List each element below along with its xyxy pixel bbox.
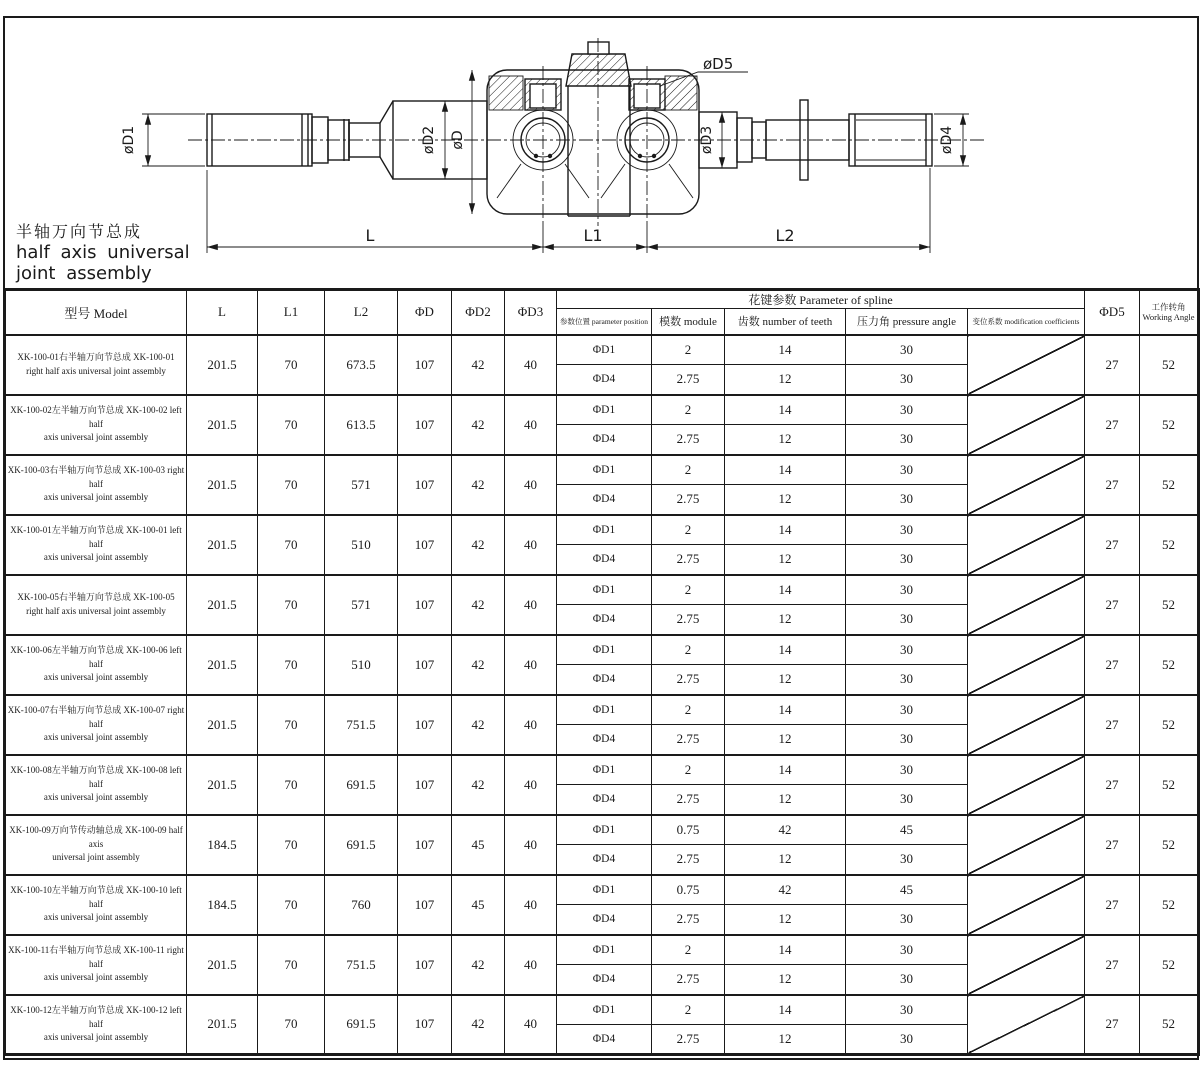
dim-label-d4: øD4 — [939, 125, 955, 155]
spline-module-cell: 2.75 — [652, 785, 725, 815]
table-row — [5, 995, 1199, 1025]
spline-pressure-cell: 30 — [846, 665, 968, 695]
spline-teeth-cell: 14 — [725, 695, 846, 725]
d-cell: 107 — [398, 395, 452, 455]
d5-cell: 27 — [1085, 875, 1140, 935]
spline-module-cell: 2.75 — [652, 905, 725, 935]
d3-cell: 40 — [505, 335, 557, 395]
d3-cell: 40 — [505, 875, 557, 935]
d2-cell: 45 — [452, 875, 505, 935]
d2-cell: 42 — [452, 455, 505, 515]
l1-cell: 70 — [258, 455, 325, 515]
l2-cell: 691.5 — [325, 995, 398, 1055]
working-angle-cell: 52 — [1140, 455, 1199, 515]
header-spline-group: 花键参数 Parameter of spline — [557, 290, 1085, 309]
dim-label-d2: øD2 — [421, 125, 437, 155]
model-cell — [5, 515, 187, 575]
spline-pressure-cell: 30 — [846, 515, 968, 545]
dim-label-d3: øD3 — [699, 125, 715, 155]
spline-module-cell: 2.75 — [652, 605, 725, 635]
spline-teeth-cell: 12 — [725, 665, 846, 695]
spline-position-cell: ΦD4 — [557, 845, 652, 875]
spline-position-cell: ΦD1 — [557, 335, 652, 365]
model-name-line1: XK-100-10左半轴万向节总成 XK-100-10 left half — [10, 885, 182, 909]
model-name-line2: axis universal joint assembly — [43, 432, 149, 443]
working-angle-cell: 52 — [1140, 815, 1199, 875]
spline-position-cell: ΦD4 — [557, 905, 652, 935]
l-cell: 201.5 — [187, 575, 258, 635]
model-cell — [5, 395, 187, 455]
d3-cell: 40 — [505, 695, 557, 755]
spline-teeth-cell: 12 — [725, 965, 846, 995]
spline-module-cell: 2 — [652, 995, 725, 1025]
d-cell: 107 — [398, 335, 452, 395]
spline-module-cell: 0.75 — [652, 815, 725, 845]
header-module: 模数 module — [652, 309, 725, 335]
table-row — [5, 395, 1199, 425]
d2-cell: 42 — [452, 515, 505, 575]
model-name-line2: axis universal joint assembly — [43, 672, 149, 683]
model-name-line2: axis universal joint assembly — [43, 792, 149, 803]
spline-teeth-cell: 12 — [725, 545, 846, 575]
spline-pressure-cell: 30 — [846, 725, 968, 755]
d3-cell: 40 — [505, 755, 557, 815]
joint-housing — [487, 38, 699, 226]
dim-label-d: øD — [450, 130, 466, 150]
spline-teeth-cell: 12 — [725, 425, 846, 455]
modification-diagonal-cell — [968, 575, 1085, 635]
header-modification: 变位系数 modification coefficients — [968, 309, 1085, 335]
spline-teeth-cell: 12 — [725, 785, 846, 815]
working-angle-cell: 52 — [1140, 695, 1199, 755]
spline-position-cell: ΦD1 — [557, 815, 652, 845]
modification-diagonal-cell — [968, 395, 1085, 455]
spline-teeth-cell: 14 — [725, 635, 846, 665]
d2-cell: 42 — [452, 755, 505, 815]
spline-teeth-cell: 14 — [725, 575, 846, 605]
spline-pressure-cell: 45 — [846, 815, 968, 845]
model-name-line2: axis universal joint assembly — [43, 912, 149, 923]
d2-cell: 42 — [452, 995, 505, 1055]
spline-module-cell: 2 — [652, 515, 725, 545]
spline-position-cell: ΦD4 — [557, 425, 652, 455]
spline-pressure-cell: 30 — [846, 455, 968, 485]
model-name-line1: XK-100-12左半轴万向节总成 XK-100-12 left half — [10, 1005, 182, 1029]
model-name-line2: axis universal joint assembly — [43, 492, 149, 503]
spline-position-cell: ΦD1 — [557, 875, 652, 905]
d5-cell: 27 — [1085, 695, 1140, 755]
model-cell — [5, 335, 187, 395]
model-cell — [5, 695, 187, 755]
model-name-line2: right half axis universal joint assembly — [26, 605, 166, 616]
l-cell: 201.5 — [187, 455, 258, 515]
spline-position-cell: ΦD4 — [557, 725, 652, 755]
spline-position-cell: ΦD4 — [557, 545, 652, 575]
d-cell: 107 — [398, 575, 452, 635]
spline-position-cell: ΦD4 — [557, 485, 652, 515]
spline-module-cell: 2.75 — [652, 425, 725, 455]
spline-module-cell: 2 — [652, 335, 725, 365]
d5-cell: 27 — [1085, 455, 1140, 515]
header-l1: L1 — [258, 290, 325, 335]
l2-cell: 613.5 — [325, 395, 398, 455]
spline-position-cell: ΦD4 — [557, 785, 652, 815]
d2-cell: 42 — [452, 335, 505, 395]
spline-teeth-cell: 14 — [725, 995, 846, 1025]
spline-module-cell: 2 — [652, 695, 725, 725]
spline-position-cell: ΦD1 — [557, 935, 652, 965]
l-cell: 201.5 — [187, 395, 258, 455]
model-name-line2: universal joint assembly — [52, 852, 140, 863]
spline-teeth-cell: 12 — [725, 605, 846, 635]
d3-cell: 40 — [505, 635, 557, 695]
d3-cell: 40 — [505, 455, 557, 515]
header-model: 型号 Model — [5, 290, 187, 335]
spline-module-cell: 2 — [652, 755, 725, 785]
modification-diagonal-cell — [968, 455, 1085, 515]
l1-cell: 70 — [258, 695, 325, 755]
header-d: ΦD — [398, 290, 452, 335]
d3-cell: 40 — [505, 515, 557, 575]
working-angle-cell: 52 — [1140, 875, 1199, 935]
header-working-angle — [1140, 290, 1199, 335]
modification-diagonal-cell — [968, 995, 1085, 1055]
table-row — [5, 815, 1199, 845]
spline-pressure-cell: 30 — [846, 605, 968, 635]
l2-cell: 510 — [325, 635, 398, 695]
title-english-line2: joint assembly — [16, 263, 152, 284]
d5-cell: 27 — [1085, 395, 1140, 455]
l-cell: 201.5 — [187, 335, 258, 395]
spline-pressure-cell: 30 — [846, 485, 968, 515]
spline-module-cell: 2 — [652, 935, 725, 965]
spline-position-cell: ΦD1 — [557, 515, 652, 545]
d2-cell: 42 — [452, 695, 505, 755]
spline-module-cell: 2.75 — [652, 665, 725, 695]
header-d3: ΦD3 — [505, 290, 557, 335]
l-cell: 201.5 — [187, 995, 258, 1055]
dim-label-l2: L2 — [775, 226, 795, 245]
spline-pressure-cell: 30 — [846, 695, 968, 725]
header-param-position: 参数位置 parameter position — [557, 309, 652, 335]
modification-diagonal-cell — [968, 335, 1085, 395]
spline-teeth-cell: 14 — [725, 455, 846, 485]
spline-teeth-cell: 14 — [725, 755, 846, 785]
d2-cell: 42 — [452, 575, 505, 635]
working-angle-cell: 52 — [1140, 995, 1199, 1055]
model-name-line2: axis universal joint assembly — [43, 972, 149, 983]
spec-table — [3, 288, 1200, 1056]
model-cell — [5, 815, 187, 875]
model-name-line1: XK-100-02左半轴万向节总成 XK-100-02 left half — [10, 405, 182, 429]
d-cell: 107 — [398, 815, 452, 875]
l-cell: 201.5 — [187, 695, 258, 755]
d5-cell: 27 — [1085, 515, 1140, 575]
working-angle-cell: 52 — [1140, 935, 1199, 995]
spline-teeth-cell: 12 — [725, 725, 846, 755]
d-cell: 107 — [398, 455, 452, 515]
l-cell: 201.5 — [187, 515, 258, 575]
spline-position-cell: ΦD4 — [557, 605, 652, 635]
modification-diagonal-cell — [968, 815, 1085, 875]
spline-position-cell: ΦD4 — [557, 665, 652, 695]
spline-module-cell: 2.75 — [652, 845, 725, 875]
spline-position-cell: ΦD1 — [557, 755, 652, 785]
spline-pressure-cell: 30 — [846, 845, 968, 875]
table-row — [5, 335, 1199, 365]
spline-pressure-cell: 30 — [846, 425, 968, 455]
spline-pressure-cell: 30 — [846, 335, 968, 365]
spec-table-body — [5, 335, 1199, 1055]
spline-position-cell: ΦD1 — [557, 635, 652, 665]
spline-teeth-cell: 42 — [725, 875, 846, 905]
spline-pressure-cell: 30 — [846, 395, 968, 425]
d5-cell: 27 — [1085, 815, 1140, 875]
spline-module-cell: 2 — [652, 455, 725, 485]
model-name-line1: XK-100-09万向节传动轴总成 XK-100-09 half axis — [9, 825, 183, 849]
title-block — [16, 219, 190, 284]
d3-cell: 40 — [505, 815, 557, 875]
model-cell — [5, 875, 187, 935]
d2-cell: 42 — [452, 395, 505, 455]
l1-cell: 70 — [258, 935, 325, 995]
header-working-angle-cn: 工作转角 — [1151, 301, 1186, 312]
l2-cell: 751.5 — [325, 695, 398, 755]
model-name-line2: axis universal joint assembly — [43, 552, 149, 563]
d-cell: 107 — [398, 935, 452, 995]
working-angle-cell: 52 — [1140, 755, 1199, 815]
working-angle-cell: 52 — [1140, 515, 1199, 575]
spline-teeth-cell: 14 — [725, 515, 846, 545]
model-name-line1: XK-100-11右半轴万向节总成 XK-100-11 right half — [8, 945, 184, 969]
spline-teeth-cell: 12 — [725, 365, 846, 395]
table-row — [5, 515, 1199, 545]
spline-pressure-cell: 30 — [846, 935, 968, 965]
spline-teeth-cell: 12 — [725, 905, 846, 935]
modification-diagonal-cell — [968, 935, 1085, 995]
spline-module-cell: 2.75 — [652, 965, 725, 995]
d2-cell: 42 — [452, 635, 505, 695]
spline-position-cell: ΦD4 — [557, 965, 652, 995]
spline-position-cell: ΦD1 — [557, 395, 652, 425]
table-row — [5, 695, 1199, 725]
model-name-line2: axis universal joint assembly — [43, 732, 149, 743]
l2-cell: 691.5 — [325, 815, 398, 875]
l1-cell: 70 — [258, 755, 325, 815]
table-row — [5, 875, 1199, 905]
spline-pressure-cell: 30 — [846, 545, 968, 575]
model-cell — [5, 455, 187, 515]
table-row — [5, 935, 1199, 965]
spline-position-cell: ΦD1 — [557, 575, 652, 605]
model-name-line1: XK-100-01右半轴万向节总成 XK-100-01 — [17, 352, 175, 362]
model-cell — [5, 755, 187, 815]
l2-cell: 760 — [325, 875, 398, 935]
model-name-line1: XK-100-06左半轴万向节总成 XK-100-06 left half — [10, 645, 182, 669]
dim-label-d1: øD1 — [121, 125, 137, 155]
spline-pressure-cell: 30 — [846, 1025, 968, 1055]
header-working-angle-en: Working Angle — [1142, 312, 1195, 323]
d5-cell: 27 — [1085, 335, 1140, 395]
d3-cell: 40 — [505, 935, 557, 995]
d-cell: 107 — [398, 995, 452, 1055]
d-cell: 107 — [398, 875, 452, 935]
l1-cell: 70 — [258, 335, 325, 395]
d-cell: 107 — [398, 635, 452, 695]
working-angle-cell: 52 — [1140, 335, 1199, 395]
working-angle-cell: 52 — [1140, 395, 1199, 455]
l1-cell: 70 — [258, 995, 325, 1055]
header-l: L — [187, 290, 258, 335]
l-cell: 201.5 — [187, 935, 258, 995]
l-cell: 201.5 — [187, 755, 258, 815]
d-cell: 107 — [398, 515, 452, 575]
l1-cell: 70 — [258, 515, 325, 575]
d5-cell: 27 — [1085, 755, 1140, 815]
spline-position-cell: ΦD1 — [557, 695, 652, 725]
working-angle-cell: 52 — [1140, 575, 1199, 635]
spline-module-cell: 0.75 — [652, 875, 725, 905]
spline-position-cell: ΦD4 — [557, 1025, 652, 1055]
spline-module-cell: 2 — [652, 635, 725, 665]
spline-module-cell: 2.75 — [652, 1025, 725, 1055]
model-name-line1: XK-100-03右半轴万向节总成 XK-100-03 right half — [7, 465, 185, 489]
l2-cell: 510 — [325, 515, 398, 575]
d3-cell: 40 — [505, 575, 557, 635]
l1-cell: 70 — [258, 815, 325, 875]
table-row — [5, 635, 1199, 665]
table-row — [5, 455, 1199, 485]
l1-cell: 70 — [258, 635, 325, 695]
l1-cell: 70 — [258, 875, 325, 935]
spline-module-cell: 2 — [652, 395, 725, 425]
d2-cell: 45 — [452, 815, 505, 875]
spline-pressure-cell: 30 — [846, 635, 968, 665]
l2-cell: 751.5 — [325, 935, 398, 995]
d5-cell: 27 — [1085, 575, 1140, 635]
modification-diagonal-cell — [968, 635, 1085, 695]
d-cell: 107 — [398, 695, 452, 755]
spline-teeth-cell: 12 — [725, 1025, 846, 1055]
d2-cell: 42 — [452, 935, 505, 995]
dim-label-l1: L1 — [583, 226, 603, 245]
d3-cell: 40 — [505, 995, 557, 1055]
model-name-line1: XK-100-08左半轴万向节总成 XK-100-08 left half — [10, 765, 182, 789]
l2-cell: 571 — [325, 455, 398, 515]
d3-cell: 40 — [505, 395, 557, 455]
l-cell: 201.5 — [187, 635, 258, 695]
header-pressure-angle: 压力角 pressure angle — [846, 309, 968, 335]
l1-cell: 70 — [258, 395, 325, 455]
spline-pressure-cell: 30 — [846, 785, 968, 815]
header-d5: ΦD5 — [1085, 290, 1140, 335]
spline-teeth-cell: 12 — [725, 485, 846, 515]
spline-module-cell: 2.75 — [652, 485, 725, 515]
table-row — [5, 575, 1199, 605]
header-l2: L2 — [325, 290, 398, 335]
spline-teeth-cell: 42 — [725, 815, 846, 845]
spline-module-cell: 2.75 — [652, 725, 725, 755]
model-name-line2: right half axis universal joint assembly — [26, 365, 166, 376]
l2-cell: 571 — [325, 575, 398, 635]
d-cell: 107 — [398, 755, 452, 815]
model-cell — [5, 995, 187, 1055]
model-cell — [5, 575, 187, 635]
spline-position-cell: ΦD4 — [557, 365, 652, 395]
spline-teeth-cell: 14 — [725, 935, 846, 965]
spline-module-cell: 2 — [652, 575, 725, 605]
title-chinese: 半轴万向节总成 — [16, 222, 143, 241]
dim-label-l: L — [365, 226, 375, 245]
spline-pressure-cell: 30 — [846, 755, 968, 785]
l1-cell: 70 — [258, 575, 325, 635]
spline-pressure-cell: 30 — [846, 575, 968, 605]
table-header — [5, 290, 1199, 335]
l-cell: 184.5 — [187, 815, 258, 875]
header-d2: ΦD2 — [452, 290, 505, 335]
spline-position-cell: ΦD1 — [557, 995, 652, 1025]
spline-position-cell: ΦD1 — [557, 455, 652, 485]
modification-diagonal-cell — [968, 875, 1085, 935]
spline-pressure-cell: 30 — [846, 995, 968, 1025]
model-name-line1: XK-100-05右半轴万向节总成 XK-100-05 — [17, 592, 175, 602]
modification-diagonal-cell — [968, 515, 1085, 575]
spline-pressure-cell: 45 — [846, 875, 968, 905]
dim-label-d5: øD5 — [703, 55, 734, 73]
model-cell — [5, 935, 187, 995]
spline-pressure-cell: 30 — [846, 965, 968, 995]
spline-teeth-cell: 12 — [725, 845, 846, 875]
model-name-line2: axis universal joint assembly — [43, 1032, 149, 1042]
title-english-line1: half axis universal — [16, 242, 190, 263]
spline-pressure-cell: 30 — [846, 905, 968, 935]
d5-cell: 27 — [1085, 995, 1140, 1055]
spline-pressure-cell: 30 — [846, 365, 968, 395]
modification-diagonal-cell — [968, 755, 1085, 815]
l2-cell: 673.5 — [325, 335, 398, 395]
spline-teeth-cell: 14 — [725, 335, 846, 365]
working-angle-cell: 52 — [1140, 635, 1199, 695]
header-teeth: 齿数 number of teeth — [725, 309, 846, 335]
d5-cell: 27 — [1085, 635, 1140, 695]
l-cell: 184.5 — [187, 875, 258, 935]
spline-teeth-cell: 14 — [725, 395, 846, 425]
model-name-line1: XK-100-01左半轴万向节总成 XK-100-01 left half — [10, 525, 182, 549]
spline-module-cell: 2.75 — [652, 545, 725, 575]
spline-module-cell: 2.75 — [652, 365, 725, 395]
l2-cell: 691.5 — [325, 755, 398, 815]
d5-cell: 27 — [1085, 935, 1140, 995]
table-row — [5, 755, 1199, 785]
modification-diagonal-cell — [968, 695, 1085, 755]
model-name-line1: XK-100-07右半轴万向节总成 XK-100-07 right half — [7, 705, 185, 729]
model-cell — [5, 635, 187, 695]
